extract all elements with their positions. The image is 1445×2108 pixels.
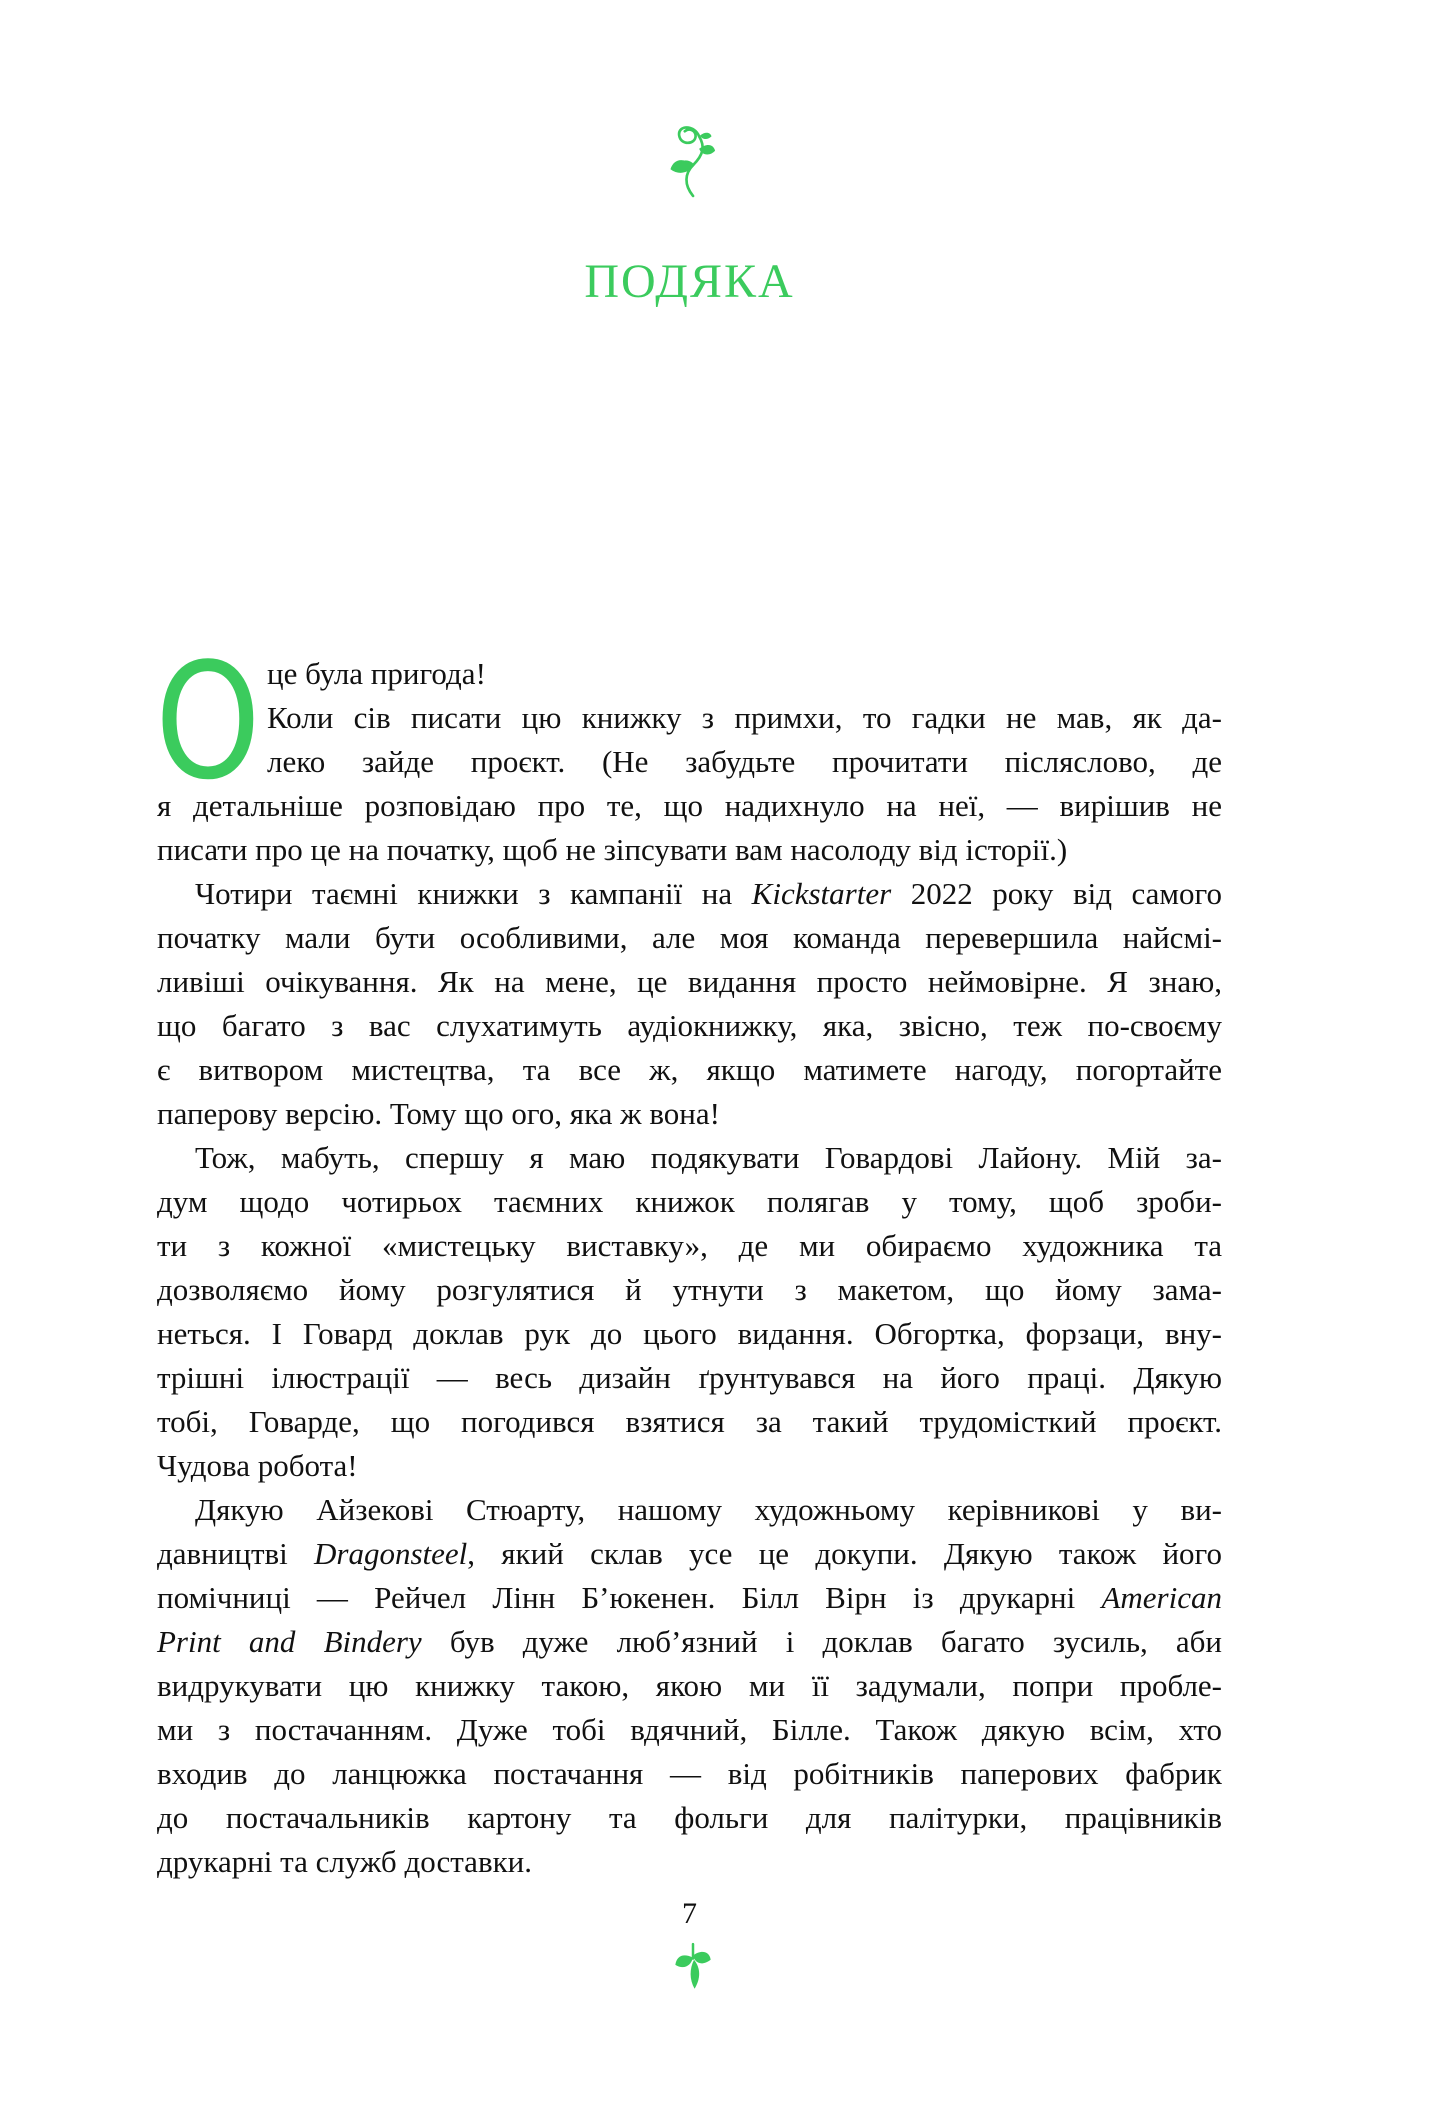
text-segment: Коли сів писати цю книжку з примхи, то гадки не мав, як да- [267, 700, 1222, 735]
paragraph [155, 628, 1222, 872]
page-number: 7 [682, 1897, 697, 1930]
text-line [157, 1488, 1222, 1532]
text-line [157, 740, 1222, 784]
text-segment: Чотири таємні книжки з кампанії на [195, 876, 752, 911]
text-line [157, 1136, 1222, 1180]
text-segment: писати про це на початку, щоб не зіпсувати вам насолоду від історії.) [157, 832, 1068, 867]
text-line [157, 1444, 1222, 1488]
text-segment: дозволяємо йому розгулятися й утнути з макетом, що йому зама- [157, 1272, 1222, 1307]
text-line [157, 916, 1222, 960]
text-line [157, 1752, 1222, 1796]
italic-text: Dragonsteel [314, 1536, 468, 1571]
text-segment: друкарні та служб доставки. [157, 1844, 532, 1879]
text-line [157, 652, 1222, 696]
italic-text: Kickstarter [751, 876, 892, 911]
text-segment: ти з кожної «мистецьку виставку», де ми обираємо художника та [157, 1228, 1222, 1263]
article-body [155, 628, 1222, 1884]
text-line [157, 1796, 1222, 1840]
text-segment: був дуже люб’язний і доклав багато зусиль, аби [421, 1624, 1222, 1659]
text-line [157, 1620, 1222, 1664]
text-segment: ливіші очікування. Як на мене, це видання просто неймовірне. Я знаю, [157, 964, 1222, 999]
text-segment: до постачальників картону та фольги для палітурки, працівників [157, 1800, 1222, 1835]
text-segment: я детальніше розповідаю про те, що надихнуло на неї, — вирішив не [157, 788, 1222, 823]
text-line [157, 1664, 1222, 1708]
text-segment: леко зайде проєкт. (Не забудьте прочитати післяслово, де [267, 744, 1222, 779]
text-line [157, 1224, 1222, 1268]
text-segment: ми з постачанням. Дуже тобі вдячний, Білле. Також дякую всім, хто [157, 1712, 1222, 1747]
text-line [157, 696, 1222, 740]
text-line [157, 1268, 1222, 1312]
text-segment: 2022 року від самого [891, 876, 1222, 911]
text-line [157, 828, 1222, 872]
text-segment: Тож, мабуть, спершу я маю подякувати Говардові Лайону. Мій за- [195, 1140, 1222, 1175]
paragraph [157, 1136, 1222, 1488]
sprout-icon [674, 1941, 712, 1995]
text-segment: Чудова робота! [157, 1448, 358, 1483]
text-line [157, 1576, 1222, 1620]
text-segment: що багато з вас слухатимуть аудіокнижку, яка, звісно, теж по-своєму [157, 1008, 1222, 1043]
text-segment: неться. І Говард доклав рук до цього видання. Обгортка, форзаци, вну- [157, 1316, 1222, 1351]
text-segment: помічниці — Рейчел Лінн Б’юкенен. Білл Вірн із друкарні [157, 1580, 1102, 1615]
text-segment: це була пригода! [267, 656, 486, 691]
text-line [157, 1840, 1222, 1884]
text-line [157, 1092, 1222, 1136]
floral-flourish-icon [668, 120, 716, 198]
text-segment: Дякую Айзекові Стюарту, нашому художньому керівникові у ви- [195, 1492, 1222, 1527]
text-line [157, 960, 1222, 1004]
text-line [157, 1312, 1222, 1356]
text-segment: трішні ілюстрації — весь дизайн ґрунтувався на його праці. Дякую [157, 1360, 1222, 1395]
drop-cap-letter: О [155, 628, 261, 815]
page-title: ПОДЯКА [584, 255, 795, 308]
text-segment: входив до ланцюжка постачання — від робітників паперових фабрик [157, 1756, 1222, 1791]
italic-text: American [1101, 1580, 1222, 1615]
text-line [157, 784, 1222, 828]
text-segment: є витвором мистецтва, та все ж, якщо матимете нагоду, погортайте [157, 1052, 1222, 1087]
text-line [157, 1048, 1222, 1092]
paragraph [157, 872, 1222, 1136]
text-segment: давництві [157, 1536, 315, 1571]
text-segment: дум щодо чотирьох таємних книжок полягав у тому, щоб зроби- [157, 1184, 1222, 1219]
text-line [157, 1400, 1222, 1444]
text-segment: паперову версію. Тому що ого, яка ж вона! [157, 1096, 720, 1131]
text-segment: , який склав усе це докупи. Дякую також його [467, 1536, 1222, 1571]
text-line [157, 1180, 1222, 1224]
text-line [157, 1004, 1222, 1048]
text-line [157, 1708, 1222, 1752]
text-line [157, 872, 1222, 916]
paragraph [157, 1488, 1222, 1884]
text-segment: початку мали бути особливими, але моя команда перевершила найсмі- [157, 920, 1222, 955]
text-line [157, 1532, 1222, 1576]
text-line [157, 1356, 1222, 1400]
text-segment: видрукувати цю книжку такою, якою ми її задумали, попри пробле- [157, 1668, 1222, 1703]
text-segment: тобі, Говарде, що погодився взятися за такий трудомісткий проєкт. [157, 1404, 1222, 1439]
italic-text: Print and Bindery [157, 1624, 422, 1659]
